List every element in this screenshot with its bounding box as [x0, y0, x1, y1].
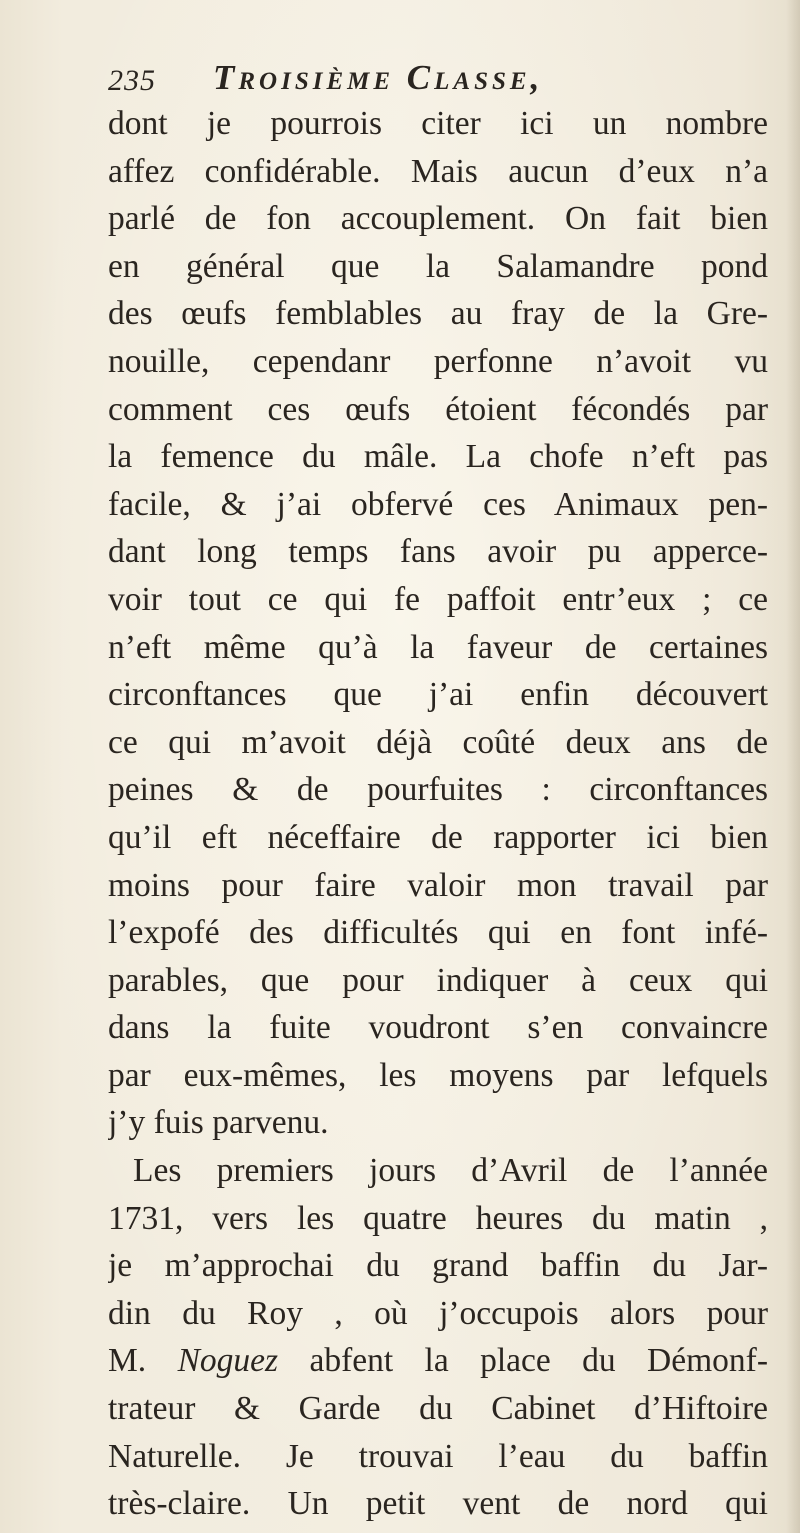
- text-line: parlé de fon accouplement. On fait bien: [108, 200, 768, 238]
- text-span: M.: [108, 1342, 147, 1380]
- text-line: très-claire. Un petit vent de nord qui: [108, 1485, 768, 1523]
- paragraph-2: [108, 1147, 768, 1528]
- text-line: affez confidérable. Mais aucun d’eux n’a: [108, 152, 768, 190]
- text-line: en général que la Salamandre pond: [108, 247, 768, 285]
- text-line: circonftances que j’ai enfin découvert: [108, 676, 768, 714]
- body-text: [108, 100, 768, 1528]
- text-line: Naturelle. Je trouvai l’eau du baffin: [108, 1437, 768, 1475]
- text-line: dant long temps fans avoir pu apperce-: [108, 533, 768, 571]
- text-line: peines & de pourfuites : circonftances: [108, 771, 768, 809]
- text-line: moins pour faire valoir mon travail par: [108, 866, 768, 904]
- text-span: abfent la place du Démonf-: [309, 1342, 768, 1380]
- text-line: [108, 1337, 768, 1385]
- text-line: n’eft même qu’à la faveur de certaines: [108, 628, 768, 666]
- text-line: nouille, cependanr perfonne n’avoit vu: [108, 342, 768, 380]
- text-line: voir tout ce qui fe paffoit entr’eux ; ce: [108, 580, 768, 618]
- running-title: Troisième Classe,: [213, 58, 544, 97]
- page-header: [108, 52, 758, 100]
- paragraph-1: [108, 100, 768, 1147]
- text-line: comment ces œufs étoient fécondés par: [108, 390, 768, 428]
- text-line: l’expofé des difficultés qui en font infé-: [108, 914, 768, 952]
- text-line: 1731, vers les quatre heures du matin ,: [108, 1199, 768, 1237]
- text-line: facile, & j’ai obfervé ces Animaux pen-: [108, 485, 768, 523]
- text-line: Les premiers jours d’Avril de l’année: [133, 1152, 768, 1190]
- person-name: Noguez: [177, 1342, 279, 1380]
- text-line: dont je pourrois citer ici un nombre: [108, 105, 768, 142]
- page-number: 235: [108, 64, 156, 97]
- text-line: ce qui m’avoit déjà coûté deux ans de: [108, 723, 768, 761]
- text-line: j’y fuis parvenu.: [108, 1104, 329, 1142]
- text-line: des œufs femblables au fray de la Gre-: [108, 295, 768, 333]
- text-line: la femence du mâle. La chofe n’eft pas: [108, 438, 768, 476]
- text-line: dans la fuite voudront s’en convaincre: [108, 1009, 768, 1047]
- text-line: par eux-mêmes, les moyens par lefquels: [108, 1056, 768, 1094]
- text-line: trateur & Garde du Cabinet d’Hiftoire: [108, 1390, 768, 1428]
- text-line: parables, que pour indiquer à ceux qui: [108, 961, 768, 999]
- text-line: din du Roy , où j’occupois alors pour: [108, 1294, 768, 1332]
- text-line: je m’approchai du grand baffin du Jar-: [108, 1247, 768, 1285]
- text-line: qu’il eft néceffaire de rapporter ici bien: [108, 818, 768, 856]
